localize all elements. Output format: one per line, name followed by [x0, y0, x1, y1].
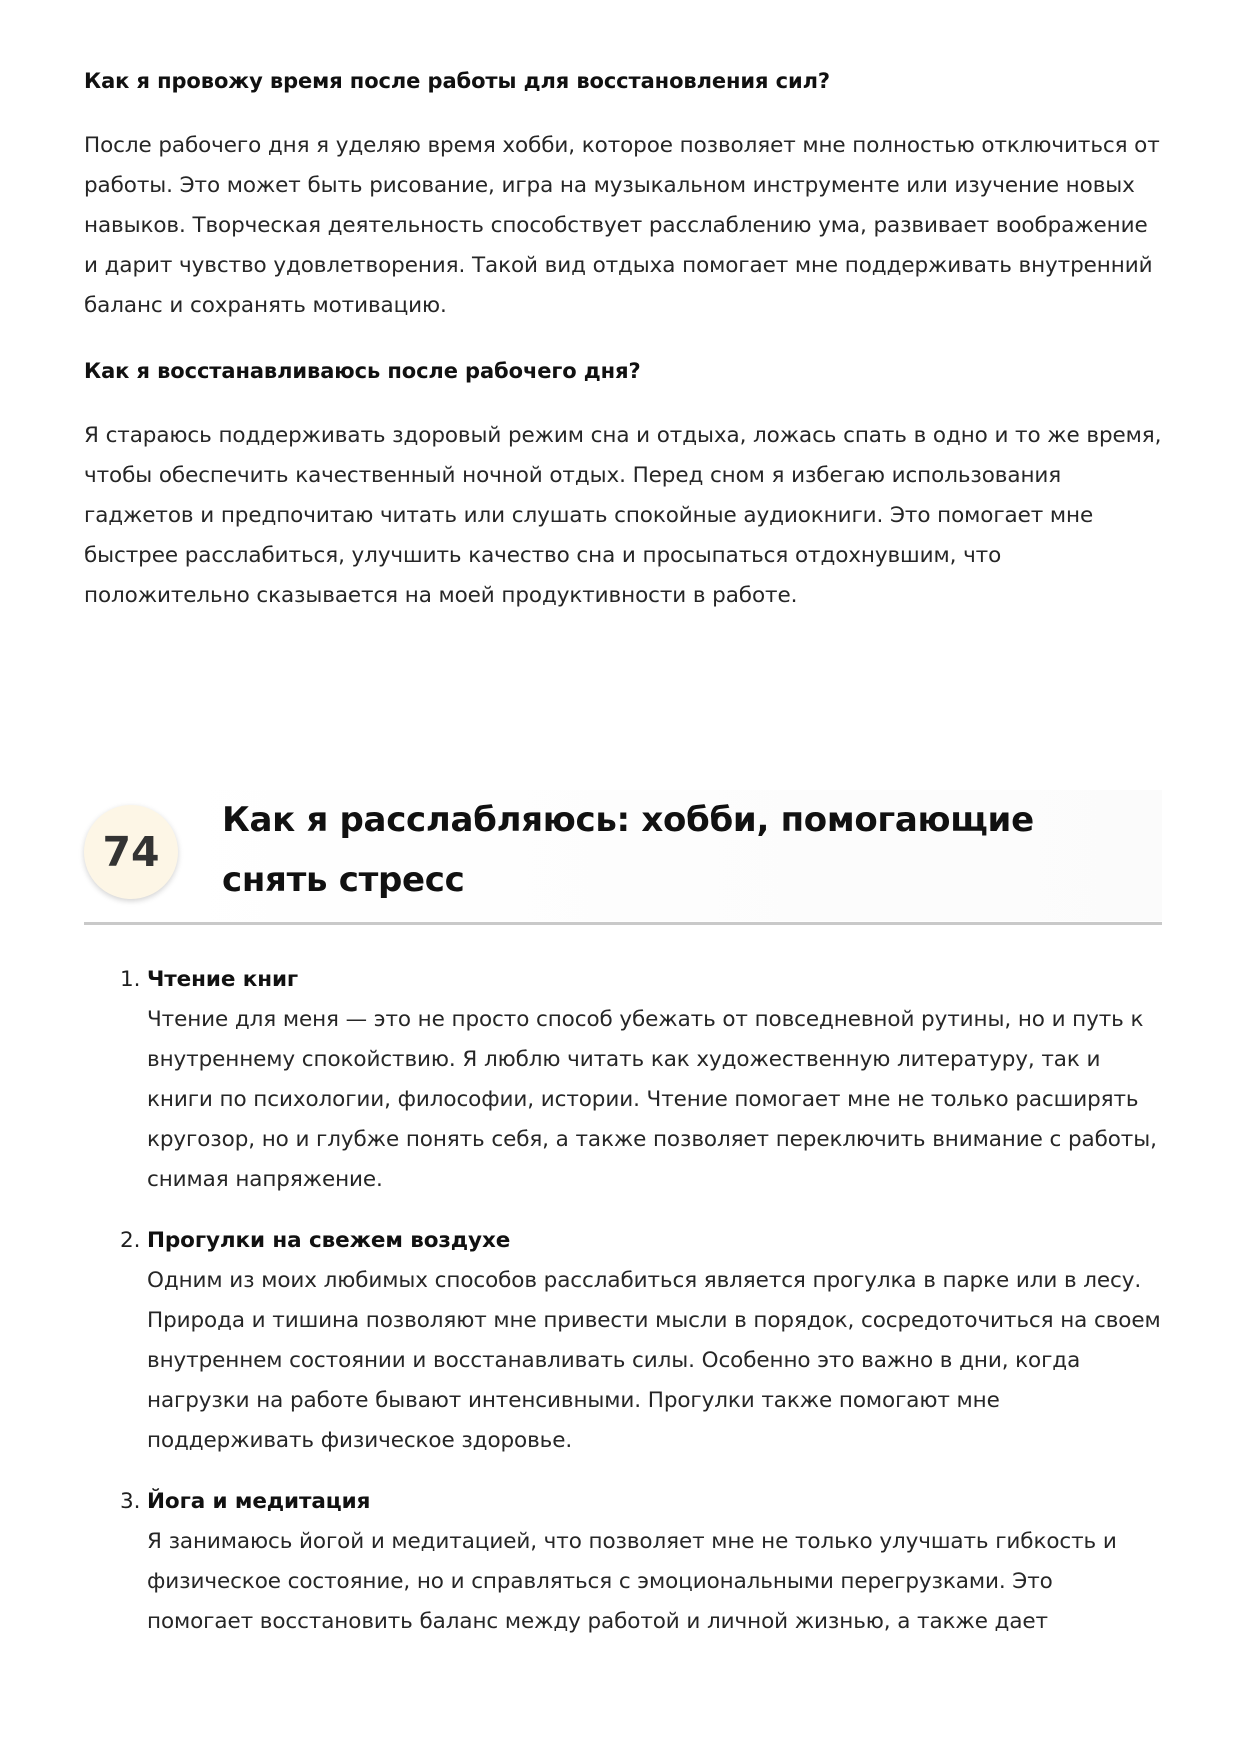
list-item-text: Одним из моих любимых способов расслабиться является прогулка в парке или в лесу. Природа и тишина позволяют мне привести мысли в порядок, сосредоточиться на своем внутреннем состоянии и восстанавливать силы. Особенно это важно в дни, когда нагрузки на работе бывают интенсивными. Прогулки также помогают мне поддерживать физическое здоровье.	[147, 1268, 1161, 1453]
list-item	[84, 1482, 1162, 1642]
answer-paragraph-1: После рабочего дня я уделяю время хобби, которое позволяет мне полностью отключиться от работы. Это может быть рисование, игра на музыкальном инструменте или изучение новых навыков. Творческая деятельность способствует расслаблению ума, развивает воображение и дарит чувство удовлетворения. Такой вид отдыха помогает мне поддерживать внутренний баланс и сохранять мотивацию.	[84, 133, 1160, 318]
section-divider	[84, 922, 1162, 925]
list-item-title: Йога и медитация	[147, 1489, 371, 1514]
list-item-title: Прогулки на свежем воздухе	[147, 1228, 511, 1253]
hobby-list	[84, 960, 1162, 1663]
list-item-title: Чтение книг	[147, 967, 299, 992]
list-item-number: 2.	[120, 1228, 141, 1253]
question-heading-1: Как я провожу время после работы для восстановления сил?	[84, 69, 830, 93]
list-item-number: 1.	[120, 967, 141, 992]
section-number-badge: 74	[84, 805, 178, 899]
answer-paragraph-2: Я стараюсь поддерживать здоровый режим сна и отдыха, ложась спать в одно и то же время, чтобы обеспечить качественный ночной отдых. Перед сном я избегаю использования гаджетов и предпочитаю читать или слушать спокойные аудиокниги. Это помогает мне быстрее расслабиться, улучшить качество сна и просыпаться отдохнувшим, что положительно сказывается на моей продуктивности в работе.	[84, 423, 1162, 608]
list-item-text: Я занимаюсь йогой и медитацией, что позволяет мне не только улучшать гибкость и физическое состояние, но и справляться с эмоциональными перегрузками. Это помогает восстановить баланс между работой и личной жизнью, а также дает	[147, 1529, 1117, 1634]
list-item-number: 3.	[120, 1489, 141, 1514]
list-item	[84, 1221, 1162, 1461]
list-item-text: Чтение для меня — это не просто способ убежать от повседневной рутины, но и путь к внутреннему спокойствию. Я люблю читать как художественную литературу, так и книги по психологии, философии, истории. Чтение помогает мне не только расширять кругозор, но и глубже понять себя, а также позволяет переключить внимание с работы, снимая напряжение.	[147, 1007, 1157, 1192]
section-title: Как я расслабляюсь: хобби, помогающие снять стресс	[222, 800, 1034, 900]
question-heading-2: Как я восстанавливаюсь после рабочего дня?	[84, 359, 641, 383]
list-item	[84, 960, 1162, 1200]
section-header	[84, 790, 1162, 925]
